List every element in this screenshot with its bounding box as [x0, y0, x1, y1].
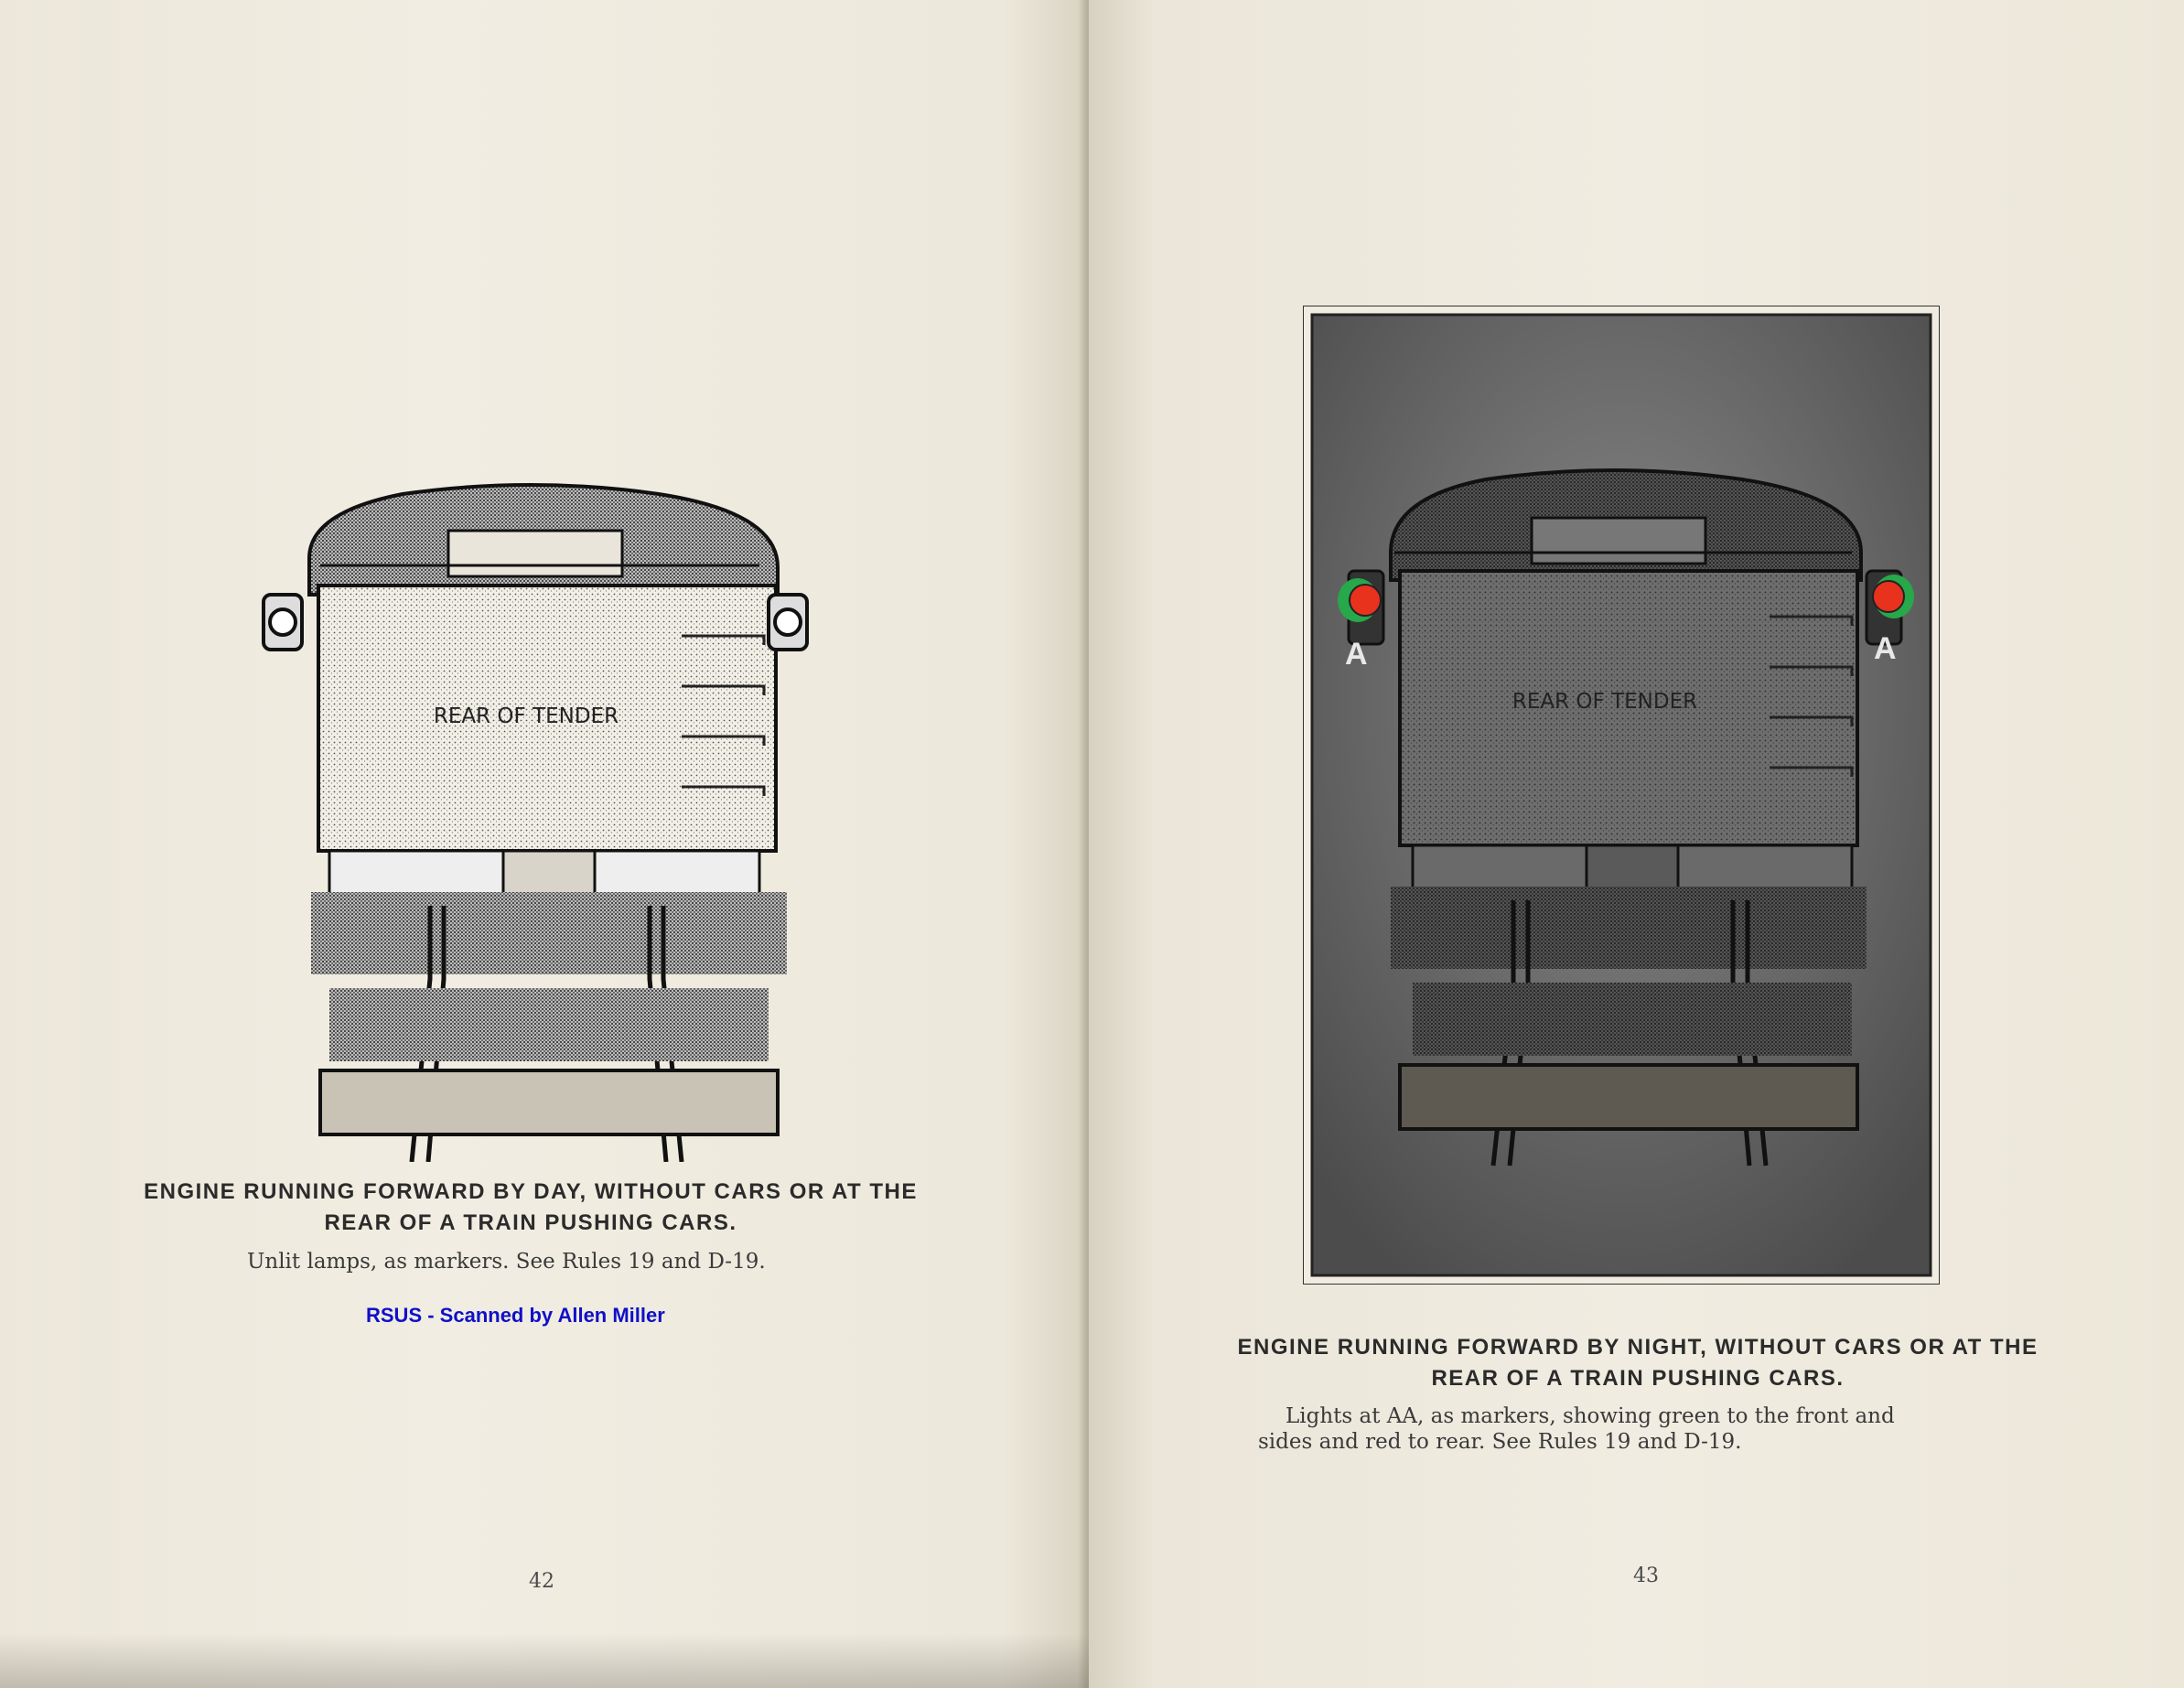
left-page — [0, 0, 1089, 1688]
scan-credit: RSUS - Scanned by Allen Miller — [366, 1304, 665, 1327]
caption-title-line2: REAR OF A TRAIN PUSHING CARS. — [324, 1210, 737, 1235]
tender-illustration-day — [256, 467, 823, 1162]
tender-illustration-night — [1303, 306, 1940, 1285]
page-number-left: 42 — [529, 1570, 554, 1593]
right-page — [1089, 0, 2184, 1688]
caption-title-night — [1226, 1332, 2050, 1394]
caption-title-day — [128, 1177, 933, 1239]
caption-body-day: Unlit lamps, as markers. See Rules 19 and D-19. — [247, 1250, 766, 1274]
hatch — [448, 531, 622, 576]
lamp-left-label: A — [1345, 637, 1368, 672]
caption-title-line1: ENGINE RUNNING FORWARD BY NIGHT, WITHOUT CARS OR AT THE — [1237, 1335, 2039, 1360]
page-number-right: 43 — [1633, 1564, 1659, 1587]
caption-body-night — [1258, 1403, 2045, 1455]
tender-label: REAR OF TENDER — [1512, 690, 1698, 714]
caption-title-line2: REAR OF A TRAIN PUSHING CARS. — [1431, 1366, 1845, 1391]
caption-body-line1: Lights at AA, as markers, showing green to the front and — [1286, 1404, 1895, 1428]
lamp-right-label: A — [1874, 631, 1897, 666]
page-edge-shadow — [0, 1633, 1089, 1688]
caption-body-line2: sides and red to rear. See Rules 19 and D-19. — [1258, 1430, 1742, 1454]
lamp-left-unlit — [264, 595, 302, 650]
tender-label: REAR OF TENDER — [433, 704, 619, 728]
lamp-right-unlit — [769, 595, 807, 650]
caption-title-line1: ENGINE RUNNING FORWARD BY DAY, WITHOUT CARS OR AT THE — [144, 1179, 918, 1204]
